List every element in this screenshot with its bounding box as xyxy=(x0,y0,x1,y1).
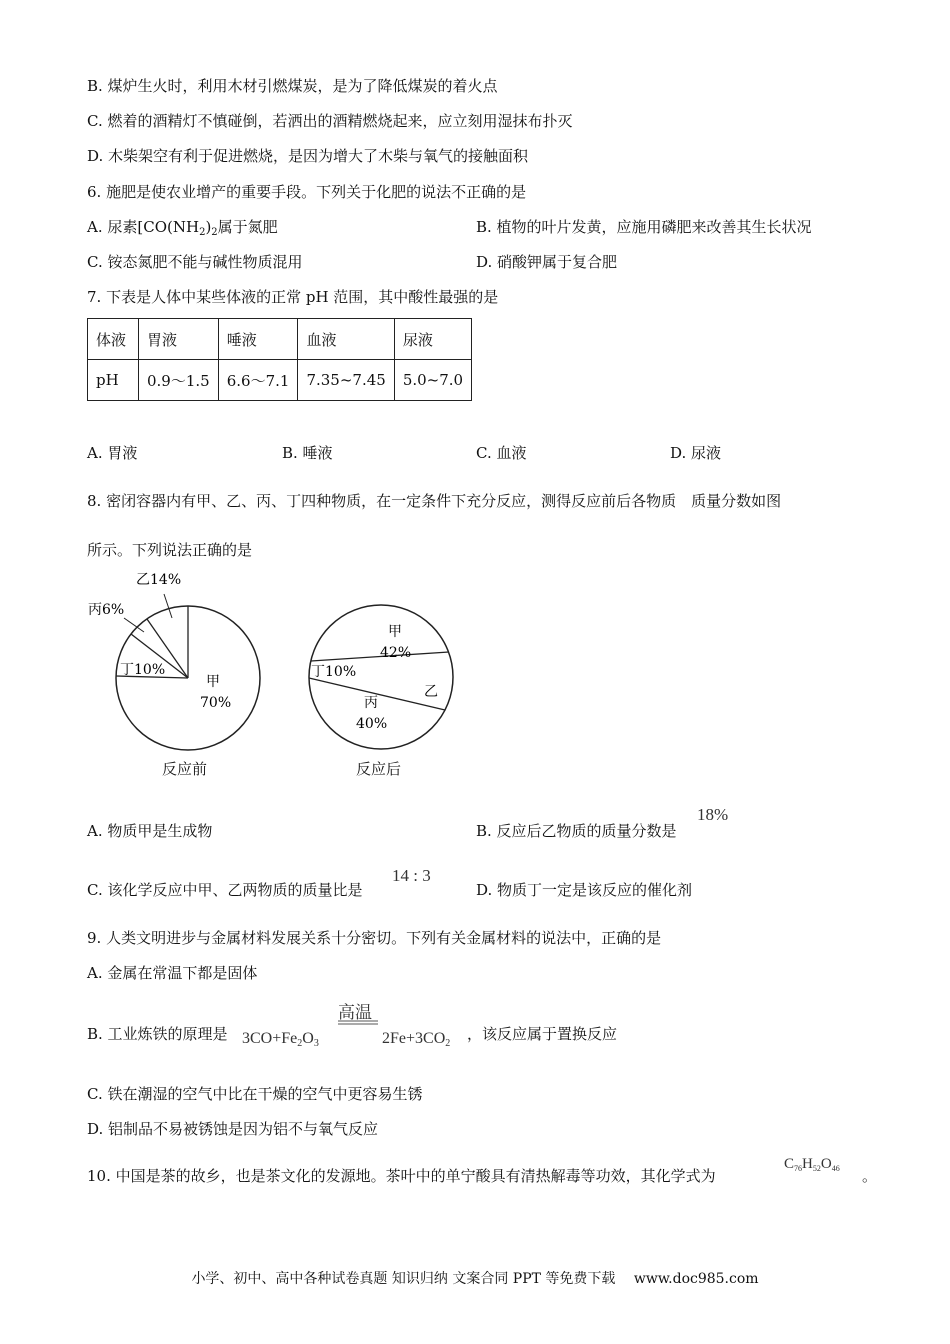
pie-after-label-yi: 乙 xyxy=(424,684,438,700)
pie-before-label-ding: 丁10% xyxy=(120,662,166,678)
equation-condition: 高温 xyxy=(338,998,372,1023)
option-9a: A. 金属在常温下都是固体 xyxy=(87,964,258,982)
pie-before-leader xyxy=(164,594,172,618)
question-8-line1: 8. 密闭容器内有甲、乙、丙、丁四种物质，在一定条件下充分反应，测得反应前后各物质 质量分数如图 xyxy=(87,492,782,510)
option-6b: B. 植物的叶片发黄，应施用磷肥来改善其生长状况 xyxy=(476,218,812,236)
question-6: 6. 施肥是使农业增产的重要手段。下列关于化肥的说法不正确的是 xyxy=(87,183,527,201)
pie-before-label-jia-pct: 70% xyxy=(200,695,232,711)
equation-left: $3CO+Fe_2O_3$ xyxy=(242,1030,319,1049)
pie-before-label-jia: 甲 xyxy=(206,674,220,690)
question-10-end: 。 xyxy=(862,1167,878,1185)
pie-after-label-jia-pct: 42% xyxy=(380,645,412,661)
option-9d: D. 铝制品不易被锈蚀是因为铝不与氧气反应 xyxy=(87,1120,379,1138)
table-cell: 6.6～7.1 xyxy=(218,360,298,401)
pie-before xyxy=(88,572,260,750)
question-10: 10. 中国是茶的故乡，也是茶文化的发源地。茶叶中的单宁酸具有清热解毒等功效，其化学式为 xyxy=(87,1167,716,1185)
table-cell: 血液 xyxy=(298,319,394,360)
option-8d: D. 物质丁一定是该反应的催化剂 xyxy=(476,881,693,899)
table-cell: 5.0~7.0 xyxy=(394,360,471,401)
option-9b-prefix: B. 工业炼铁的原理是 xyxy=(87,1025,228,1043)
option-7a: A. 胃液 xyxy=(87,444,138,462)
pie-charts xyxy=(80,560,500,790)
pie-after-caption: 反应后 xyxy=(356,760,402,778)
option-6c: C. 铵态氮肥不能与碱性物质混用 xyxy=(87,253,303,271)
pie-after-label-jia: 甲 xyxy=(388,624,402,640)
table-cell: pH xyxy=(88,360,139,401)
option-7c: C. 血液 xyxy=(476,444,527,462)
page-footer: 小学、初中、高中各种试卷真题 知识归纳 文案合同 PPT 等免费下载 www.doc985.com xyxy=(191,1271,759,1287)
option-6a: A. 尿素[$CO(NH_2)_2$属于氮肥 xyxy=(87,218,278,238)
option-9c: C. 铁在潮湿的空气中比在干燥的空气中更容易生锈 xyxy=(87,1085,423,1103)
option-8b: B. 反应后乙物质的质量分数是 xyxy=(476,822,677,840)
table-cell: 7.35~7.45 xyxy=(298,360,394,401)
pie-before-label-bing: 丙6% xyxy=(88,602,125,618)
table-cell: 胃液 xyxy=(139,319,219,360)
option-5d: D. 木柴架空有利于促进燃烧，是因为增大了木柴与氧气的接触面积 xyxy=(87,147,529,165)
question-7: 7. 下表是人体中某些体液的正常 pH 范围，其中酸性最强的是 xyxy=(87,288,499,306)
equals-sign-icon xyxy=(338,1020,378,1026)
option-8a: A. 物质甲是生成物 xyxy=(87,822,213,840)
pie-after xyxy=(309,605,453,749)
equation-right: $2Fe+3CO_2$ xyxy=(382,1030,451,1049)
tannic-acid-formula: $C_{76}H_{52}O_{46}$ xyxy=(784,1156,840,1173)
pie-after-label-bing: 丙 xyxy=(364,695,378,711)
option-6d: D. 硝酸钾属于复合肥 xyxy=(476,253,618,271)
table-cell: 体液 xyxy=(88,319,139,360)
table-cell: 唾液 xyxy=(218,319,298,360)
pie-before-caption: 反应前 xyxy=(162,760,208,778)
option-5b: B. 煤炉生火时，利用木材引燃煤炭，是为了降低煤炭的着火点 xyxy=(87,77,498,95)
option-7d: D. 尿液 xyxy=(670,444,722,462)
ph-table xyxy=(87,318,472,401)
table-cell: 0.9～1.5 xyxy=(139,360,219,401)
question-9: 9. 人类文明进步与金属材料发展关系十分密切。下列有关金属材料的说法中，正确的是 xyxy=(87,929,662,947)
table-cell: 尿液 xyxy=(394,319,471,360)
question-8-line2: 所示。下列说法正确的是 xyxy=(87,541,253,559)
table-row xyxy=(88,360,472,401)
option-8b-formula: 18% xyxy=(697,805,729,824)
table-row xyxy=(88,319,472,360)
pie-after-label-ding: 丁10% xyxy=(311,664,357,680)
option-5c: C. 燃着的酒精灯不慎碰倒，若洒出的酒精燃烧起来，应立刻用湿抹布扑灭 xyxy=(87,112,573,130)
option-8c-formula: 14 : 3 xyxy=(392,866,431,885)
option-8c: C. 该化学反应中甲、乙两物质的质量比是 xyxy=(87,881,363,899)
pie-after-label-bing-pct: 40% xyxy=(356,716,388,732)
option-7b: B. 唾液 xyxy=(282,444,333,462)
option-9b-suffix: ，该反应属于置换反应 xyxy=(467,1025,618,1043)
pie-before-label-yi: 乙14% xyxy=(136,572,182,588)
